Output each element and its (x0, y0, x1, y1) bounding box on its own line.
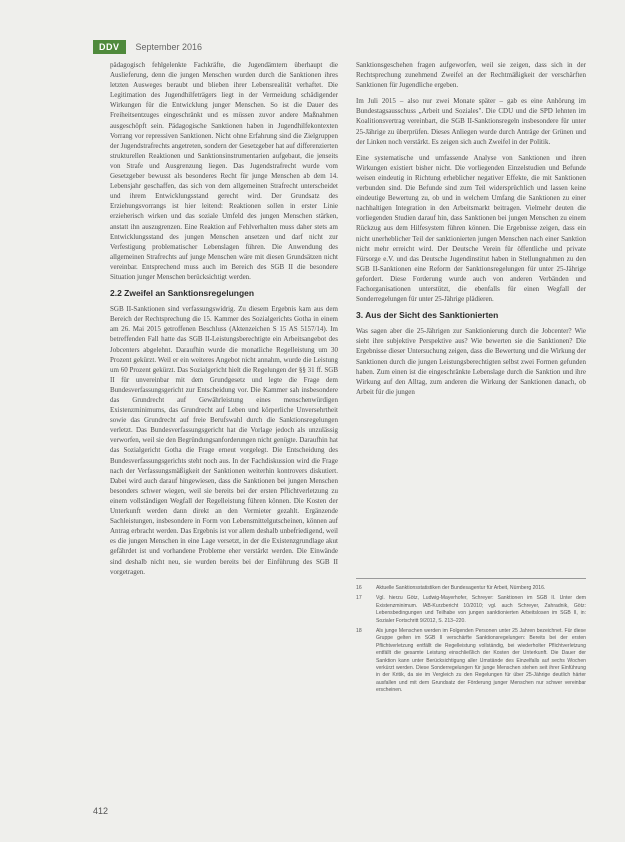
body-paragraph: Sanktionsgeschehen fragen aufgeworfen, weil sie zeigen, dass sich in der Rechtsprechung zunehmend Zweifel an der Rechtmäßigkeit der verschärften Sanktionen für Jugendliche ergeben. (356, 61, 586, 90)
right-column (356, 60, 586, 403)
footnote-text: Vgl. hierzu Götz, Ludwig-Mayerhofer, Schreyer: Sanktionen im SGB II. Unter dem Existenzminimum. IAB-Kurzbericht 10/2010; vgl. auch Schreyer, Zahradnik, Götz: Lebensbedingungen und Teilhabe von jungen sanktionierten Arbeitslosen im SGB II, in: Sozialer Fortschritt 9/2012, S. 213–220. (376, 595, 586, 624)
body-paragraph: pädagogisch fehlgelenkte Fachkräfte, die Jugendämtern überhaupt die Auslieferung, denn die jungen Menschen wurden durch die Sanktionen ihres letzten Ausweges beraubt und blieben ihrer Lebensrealität verhaftet. Die Legitimation des Jugendhilfeträgers liegt in der Vermeidung schädigender Wirkungen für die Entwicklung junger Menschen. So ist die Dauer des Freiheitsentzuges eingeschränkt und es müssen zuvor andere Maßnahmen ausgeschöpft sein. Pädagogische Sanktionen haben in Jugendhilfekontexten Vorrang vor repressiven Sanktionen. Nicht ohne Erfahrung sind die Zielgruppen der Jugendstrafrechts angetreten, sondern der Gesetzgeber hat auf differenzierten strukturellen Reaktionen und Sanktionsinstrumentarien aufgebaut, die jenseits von Strafe und Ausgrenzung liegen. Das Jugendstrafrecht wurde vom Gesetzgeber bewusst als besonderes Recht für junge Menschen ab dem 14. Lebensjahr geschaffen, das sich von dem allgemeinen Strafrecht unterscheidet und ihrem Entwicklungsstand gerecht wird. Der Grundsatz des Erziehungsvorrangs ist hier leitend: Reaktionen sollen in erster Linie erzieherisch wirken und das soziale Umfeld des jungen Menschen stärken, anstatt ihn auszugrenzen. Eine Reaktion auf Fehlverhalten muss daher stets am Entwicklungsstand des jungen Menschen ansetzen und darf nicht zur Verfestigung problematischer Lebenslagen führen. Die Anwendung des allgemeinen Strafrechts auf junge Menschen wäre mit diesen Grundsätzen nicht vereinbar. Entsprechend muss auch im Bereich des SGB II die besondere Situation junger Menschen berücksichtigt werden. (110, 61, 338, 281)
body-paragraph: Im Juli 2015 – also nur zwei Monate später – gab es eine Anhörung im Bundestagsausschuss „Arbeit und Soziales". Die CDU und die SPD lehnten im Koalitionsvertrag vereinbart, die SGB II-Sanktionsregeln insbesondere für unter 25-Jährige zu überprüfen. Dieses Anliegen wurde durch Anträge der Grünen und der Linken noch verstärkt. Es zeigen sich auch Zweifel in der Politik. (356, 97, 586, 146)
body-paragraph: Eine systematische und umfassende Analyse von Sanktionen und ihren Wirkungen existiert bisher nicht. Die vorliegenden Einzelstudien und Befunde weisen eindeutig in Richtung erheblicher negativer Effekte, die mit Sanktionen verbunden sind. Die Befunde sind zum Teil widersprüchlich und lassen keine eindeutige Bewertung zu, ob und in welchem Umfang die Sanktionen zu einer nachhaltigen Integration in den Arbeitsmarkt beitragen. Vielmehr deuten die vorliegenden Studien darauf hin, dass Sanktionen bei jungen Menschen zu einem Rückzug aus dem Hilfesystem führen können. Die Ergebnisse zeigen, dass ein nicht unerheblicher Teil der sanktionierten jungen Menschen nach einer Sanktion nicht mehr erreicht wird. Der Deutsche Verein für öffentliche und private Fürsorge e.V. und das Deutsche Jugendinstitut haben in Stellungnahmen zu den SGB II-Sanktionen eine Reform der Sanktionsregelungen für unter 25-Jährige gefordert. Diese Forderung wurde auch von anderen Verbänden und Fachorganisationen unterstützt, die ebenfalls für einen Wegfall der Sonderregelungen für unter 25-Jährige plädieren. (356, 153, 586, 304)
footnote-number: 16 (356, 585, 362, 591)
footnote (356, 628, 586, 695)
footnote (356, 585, 586, 592)
footnote-text: Als junge Menschen werden im Folgenden Personen unter 25 Jahren bezeichnet. Für diese Gruppe gelten im SGB II verschärfte Sanktionsregelungen: Bereits bei der ersten Pflichtverletzung entfällt die Regelleistung vollständig, bei wiederholter Pflichtverletzung entfällt die gesamte Leistung einschließlich der Kosten der Unterkunft. Die Dauer der Sanktion kann unter Berücksichtigung aller Umstände des Einzelfalls auf sechs Wochen verkürzt werden. Diese Sonderregelungen für junge Menschen stehen seit ihrer Einführung in der Kritik, da sie im Vergleich zu den Regelungen für über 25-Jährige deutlich härter ausfallen und mit dem Grundsatz der Förderung junger Menschen nur schwer vereinbar erscheinen. (376, 628, 586, 694)
body-paragraph: SGB II-Sanktionen sind verfassungswidrig. Zu diesem Ergebnis kam aus dem Bereich der Rechtsprechung die 15. Kammer des Sozialgerichts Gotha in einem am 26. Mai 2015 getroffenen Beschluss (Aktenzeichen S 15 AS 5157/14). Im betreffenden Fall hatte das SGB II-Leistungsberechtigte ein Arbeitsangebot des Jobcenters abgelehnt. Daraufhin wurde die monatliche Regelleistung um 30 Prozent gekürzt. Weil er ein weiteres Angebot nicht annahm, wurde die Leistung um 60 Prozent gekürzt. Das Sozialgericht hielt die Regelungen der §§ 31 ff. SGB II für unvereinbar mit dem Grundgesetz und legte die Frage dem Bundesverfassungsgericht zur Entscheidung vor. Die Kammer sah insbesondere das Grundrecht auf Gewährleistung eines menschenwürdigen Existenzminimums, das Grundrecht auf Leben und körperliche Unversehrtheit sowie das Grundrecht auf freie Berufswahl durch die Sanktionsregelungen verletzt. Das Bundesverfassungsgericht hat die Vorlage jedoch als unzulässig verworfen, weil sie den Begründungsanforderungen nicht genügte. Daraufhin hat das Sozialgericht Gotha die Frage erneut vorgelegt. Die Entscheidung des Bundesverfassungsgerichts steht noch aus. In der Fachdiskussion wird die Frage nach der Verfassungsmäßigkeit der Sanktionen weiterhin kontrovers diskutiert. Dabei wird auch darauf hingewiesen, dass die Sanktionen bei jungen Menschen besonders schwer wiegen, weil sie bereits bei der ersten Pflichtverletzung zu einem vollständigen Wegfall der Regelleistung führen können. Die Kosten der Unterkunft werden dann direkt an den Vermieter gezahlt. Ergänzende Sachleistungen, insbesondere in Form von Lebensmittelgutscheinen, können auf Antrag erbracht werden. Das Ergebnis ist vor allem deshalb unbefriedigend, weil es die jungen Menschen in eine Lage versetzt, in der die Existenzgrundlage akut gefährdet ist und vorhandene Probleme eher verstärkt werden. Die Einwände sind deshalb nicht neu, sie wurden bereits bei der Einführung des SGB II vorgetragen. (110, 305, 338, 576)
page-header (93, 40, 202, 54)
issue-date: September 2016 (135, 42, 203, 52)
left-column (110, 60, 338, 583)
section-heading: 3. Aus der Sicht des Sanktionierten (356, 310, 499, 321)
footnote-text: Aktuelle Sanktionsstatistiken der Bundesagentur für Arbeit, Nürnberg 2016. (376, 585, 546, 591)
footnotes (356, 578, 586, 698)
body-paragraph: Was sagen aber die 25-Jährigen zur Sanktionierung durch die Jobcenter? Wie sieht ihre subjektive Perspektive aus? Wie bewerten sie die Sanktionen? Die Ergebnisse dieser Untersuchung zeigen, dass die Bewertung und die Wirkung der Sanktionen durch die jungen Leistungsberechtigten selbst zwei Formen gefunden haben. Zum einen ist die eingeschränkte Lebenslage durch die Sanktion und ihre Wirkung auf den Alltag, zum anderen die Wirkung der Sanktionen danach, ob Arbeit für die jungen (356, 327, 586, 396)
footnote-number: 18 (356, 628, 362, 635)
section-heading: 2.2 Zweifel an Sanktionsregelungen (110, 288, 255, 299)
journal-logo: DDV (93, 40, 126, 54)
footnote-number: 17 (356, 595, 362, 602)
page-number: 412 (93, 806, 109, 816)
footnote (356, 595, 586, 625)
